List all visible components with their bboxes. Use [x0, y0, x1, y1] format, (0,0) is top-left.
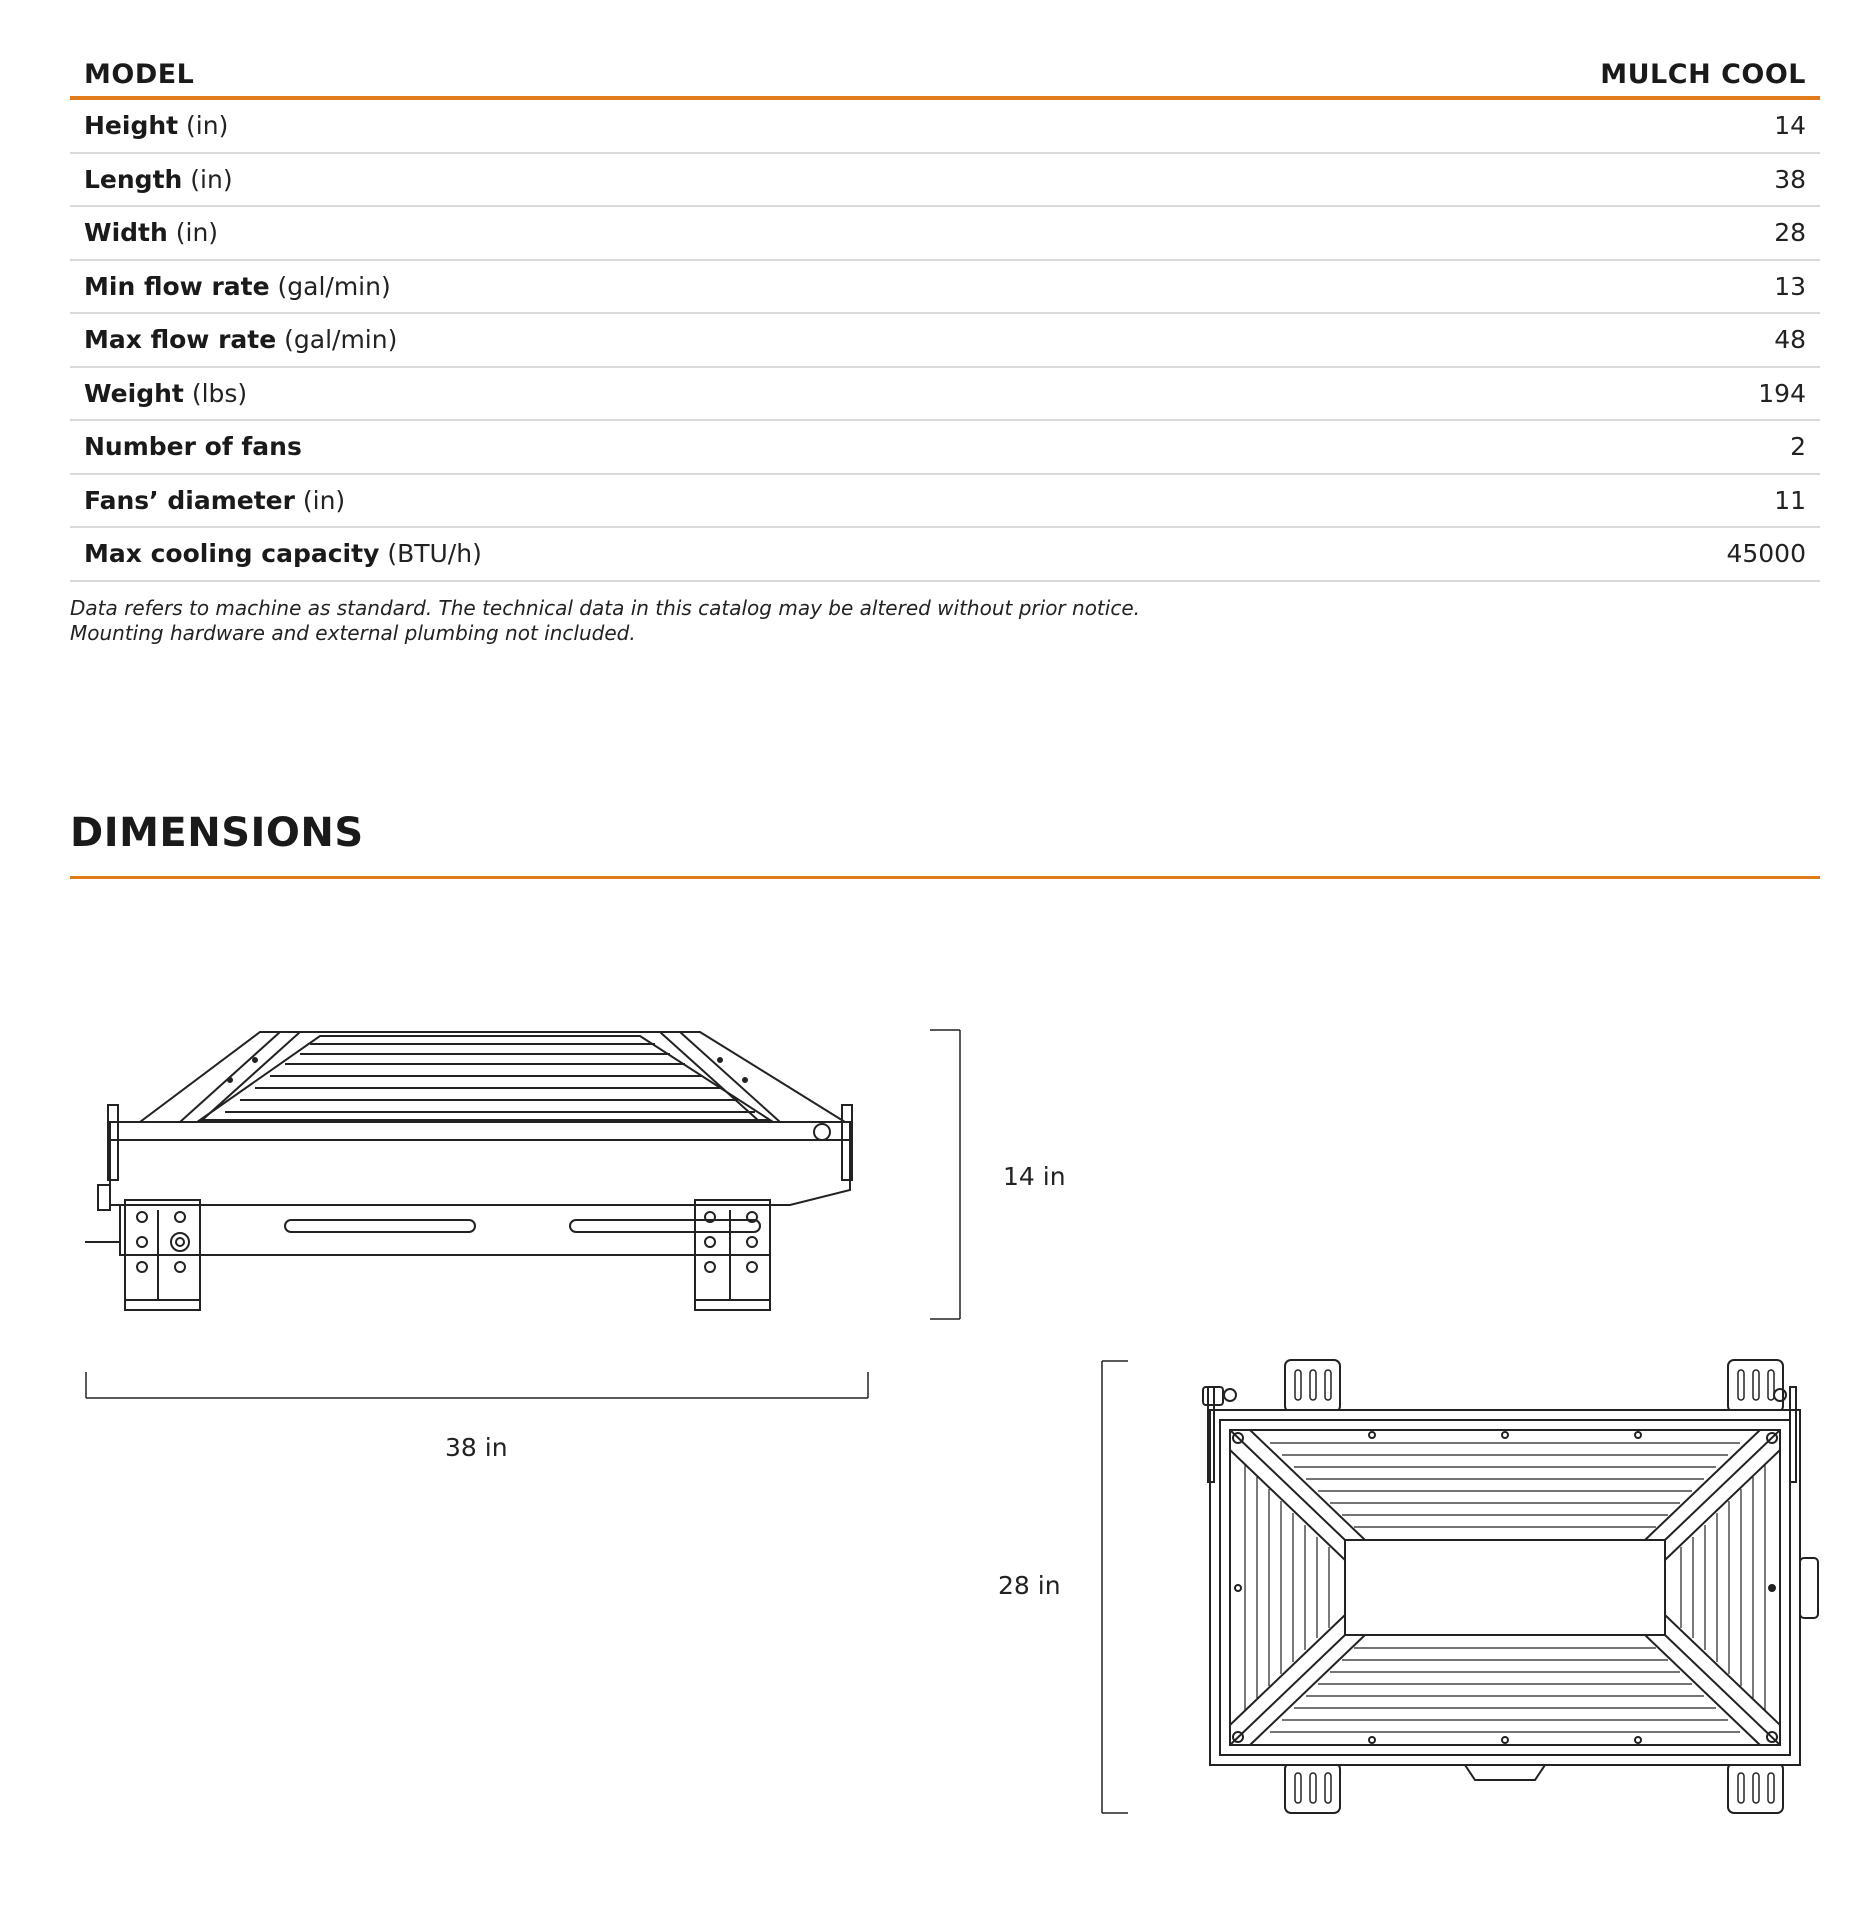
spec-label: Max cooling capacity (BTU/h) [84, 539, 482, 569]
spec-label: Length (in) [84, 164, 233, 194]
spec-table-header [70, 52, 1820, 100]
spec-value: 194 [1758, 378, 1806, 408]
length-dimension-label: 38 in [445, 1433, 508, 1462]
spec-row-fans-diameter [70, 475, 1820, 529]
width-dimension-label: 28 in [998, 1571, 1061, 1600]
spec-label: Max flow rate (gal/min) [84, 325, 398, 355]
spec-row-max-cooling-capacity [70, 528, 1820, 582]
spec-value: 28 [1774, 218, 1806, 248]
note-line-1: Data refers to machine as standard. The technical data in this catalog may be altered without prior notice. [70, 596, 1140, 620]
spec-label: Width (in) [84, 218, 219, 248]
spec-row-length [70, 154, 1820, 208]
spec-label: Min flow rate (gal/min) [84, 271, 391, 301]
spec-value: 48 [1774, 325, 1806, 355]
spec-row-height [70, 100, 1820, 154]
spec-value: 14 [1774, 111, 1806, 141]
spec-row-weight [70, 368, 1820, 422]
note-line-2: Mounting hardware and external plumbing not included. [70, 621, 636, 645]
spec-value: 45000 [1726, 539, 1806, 569]
spec-value: 13 [1774, 271, 1806, 301]
dimensions-rule [70, 876, 1820, 879]
height-dimension-label: 14 in [1003, 1162, 1066, 1191]
spec-value: 11 [1774, 485, 1806, 515]
spec-label: Number of fans [84, 432, 302, 462]
top-view-drawing [1200, 1355, 1825, 1820]
spec-row-min-flow-rate [70, 261, 1820, 315]
side-view-drawing [80, 1020, 880, 1340]
width-dimension-line [1098, 1357, 1138, 1817]
spec-row-number-of-fans [70, 421, 1820, 475]
dimensions-heading: DIMENSIONS [70, 810, 364, 856]
model-column-header: MODEL [84, 59, 195, 90]
length-dimension-line [84, 1370, 874, 1400]
spec-row-max-flow-rate [70, 314, 1820, 368]
product-column-header: MULCH COOL [1600, 59, 1806, 90]
height-dimension-line [928, 1025, 968, 1325]
spec-label: Fans’ diameter (in) [84, 485, 346, 515]
spec-notes [70, 596, 1140, 646]
spec-row-width [70, 207, 1820, 261]
spec-label: Height (in) [84, 111, 229, 141]
spec-table [70, 52, 1820, 582]
spec-label: Weight (lbs) [84, 378, 248, 408]
spec-value: 38 [1774, 164, 1806, 194]
spec-value: 2 [1790, 432, 1806, 462]
